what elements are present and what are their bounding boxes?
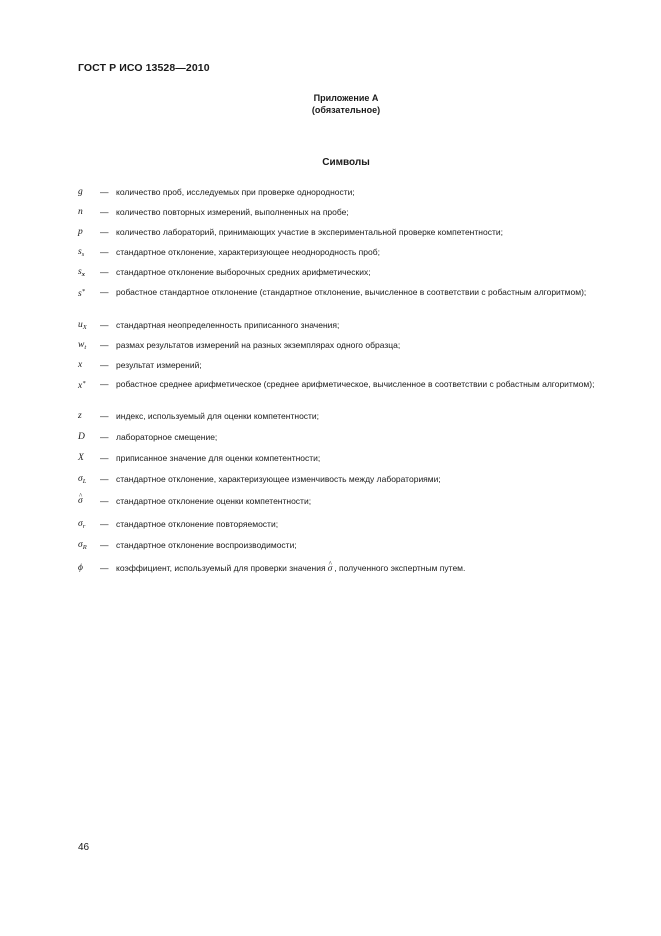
symbol-definition: стандартное отклонение воспроизводимости;: [116, 540, 297, 550]
symbol-definition: коэффициент, используемый для проверки значения^ σ , полученного экспертным путем.: [116, 563, 618, 575]
dash: —: [100, 540, 109, 550]
symbol-definition: стандартное отклонение, характеризующее изменчивость между лабораториями;: [116, 474, 441, 484]
symbol-row-x-star: [78, 379, 618, 392]
symbol-term: x: [78, 360, 83, 370]
symbol-definition: количество проб, исследуемых при проверке однородности;: [116, 187, 355, 197]
symbol-term: $s_x$: [78, 267, 85, 278]
dash: —: [100, 320, 109, 330]
symbol-definition: результат измерений;: [116, 360, 202, 370]
symbol-term: $w_t$: [78, 340, 87, 351]
dash: —: [100, 340, 109, 350]
symbol-definition: стандартная неопределенность приписанного значения;: [116, 320, 340, 330]
symbol-row-sigma-l: [78, 474, 618, 488]
appendix-title: Приложение А: [313, 93, 379, 103]
symbol-term: g: [78, 187, 83, 197]
section-title: Символы: [322, 157, 370, 168]
symbol-definition: стандартное отклонение выборочных средних арифметических;: [116, 267, 371, 277]
symbol-row-x: [78, 360, 618, 371]
dash: —: [100, 267, 109, 277]
symbol-term: $s_s$: [78, 247, 85, 258]
symbol-definition: индекс, используемый для оценки компетентности;: [116, 411, 320, 421]
symbol-row-w-t: [78, 340, 618, 354]
dash: —: [100, 474, 109, 484]
symbol-row-d: [78, 432, 618, 443]
symbol-term: D: [78, 432, 85, 442]
symbol-row-sigma-capital-r: [78, 540, 618, 554]
symbol-term: ϕ: [78, 563, 83, 573]
symbol-definition: размах результатов измерений на разных экземплярах одного образца;: [116, 340, 401, 350]
symbol-term: $\sigma_R$: [78, 540, 87, 551]
symbol-term: $u_X$: [78, 320, 87, 331]
symbol-term: s*: [78, 288, 85, 299]
symbol-row-p: [78, 227, 618, 238]
dash: —: [100, 287, 109, 297]
dash: —: [100, 453, 109, 463]
symbol-row-u-x: [78, 320, 618, 334]
dash: —: [100, 379, 109, 389]
symbol-definition: робастное среднее арифметическое (среднее арифметическое, вычисленное в соответствии с робастным алгоритмом);: [116, 379, 595, 389]
symbol-row-s-x: [78, 267, 618, 281]
dash: —: [100, 360, 109, 370]
document-header: ГОСТ Р ИСО 13528—2010: [78, 62, 210, 74]
dash: —: [100, 563, 109, 573]
symbol-definition: стандартное отклонение повторяемости;: [116, 519, 279, 529]
dash: —: [100, 247, 109, 257]
symbol-definition: робастное стандартное отклонение (стандартное отклонение, вычисленное в соответствии с робастным алгоритмом);: [116, 287, 587, 297]
appendix-status: (обязательное): [311, 105, 381, 115]
symbol-row-sigma-hat: [78, 496, 618, 507]
symbol-definition: количество повторных измерений, выполненных на пробе;: [116, 207, 349, 217]
symbol-term: x*: [78, 380, 86, 391]
symbol-row-z: [78, 411, 618, 422]
sigma-hat-symbol: ^ σ: [328, 564, 333, 575]
symbol-term: n: [78, 207, 83, 217]
symbol-term: ^ σ: [78, 496, 100, 507]
symbol-definition: стандартное отклонение, характеризующее неоднородность проб;: [116, 247, 380, 257]
symbol-row-sigma-r: [78, 519, 618, 533]
symbol-term: $\sigma_L$: [78, 474, 87, 485]
symbol-term: p: [78, 227, 83, 237]
symbol-term: $\sigma_r$: [78, 519, 86, 530]
symbol-definition: стандартное отклонение оценки компетентности;: [116, 496, 312, 506]
dash: —: [100, 432, 109, 442]
page-number: 46: [78, 842, 90, 853]
symbol-row-g: [78, 187, 618, 198]
symbol-definition: количество лабораторий, принимающих участие в экспериментальной проверке компетентности;: [116, 227, 503, 237]
dash: —: [100, 411, 109, 421]
symbol-row-n: [78, 207, 618, 218]
symbol-row-phi: [78, 563, 618, 575]
appendix-heading: [290, 92, 402, 116]
symbol-definition: лабораторное смещение;: [116, 432, 218, 442]
symbol-row-capital-x: [78, 453, 618, 464]
dash: —: [100, 187, 109, 197]
symbol-term: z: [78, 411, 82, 421]
symbol-term: X: [78, 453, 84, 463]
dash: —: [100, 207, 109, 217]
dash: —: [100, 496, 109, 506]
dash: —: [100, 227, 109, 237]
symbol-definition: приписанное значение для оценки компетентности;: [116, 453, 321, 463]
dash: —: [100, 519, 109, 529]
symbol-row-s-star: [78, 287, 618, 300]
symbol-row-s-s: [78, 247, 618, 261]
